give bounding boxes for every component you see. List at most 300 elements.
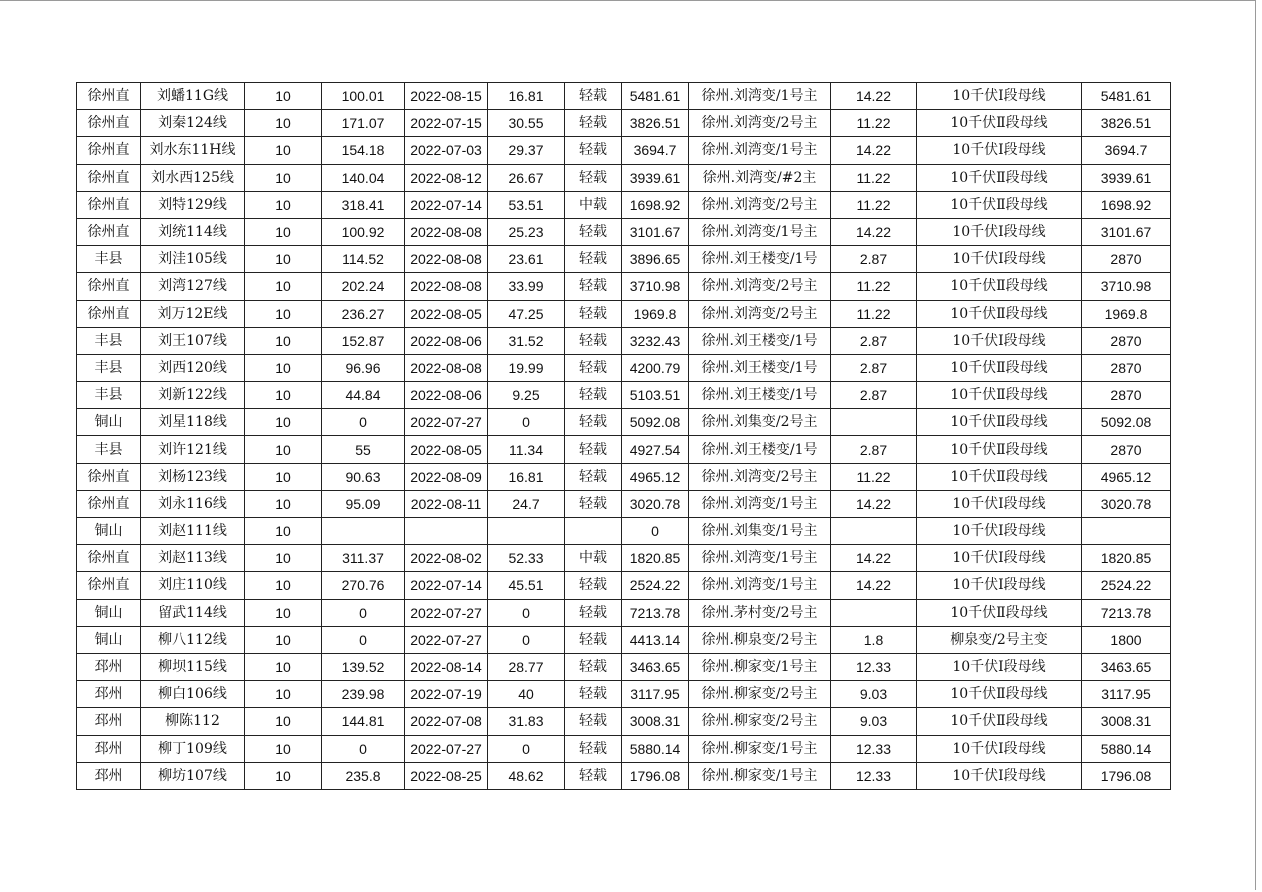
cell-date: 2022-08-05	[405, 300, 488, 327]
cell-status: 轻载	[565, 708, 622, 735]
cell-voltage: 10	[245, 273, 322, 300]
cell-bus_capacity: 3008.31	[1082, 708, 1171, 735]
table-row	[77, 518, 1171, 545]
cell-bus_capacity: 1820.85	[1082, 545, 1171, 572]
cell-status: 轻载	[565, 246, 622, 273]
table-row	[77, 599, 1171, 626]
cell-load_rate: 40	[488, 681, 565, 708]
cell-region: 铜山	[77, 599, 141, 626]
cell-trans_capacity: 14.22	[831, 572, 917, 599]
cell-load_rate: 31.83	[488, 708, 565, 735]
cell-line: 柳陈112	[141, 708, 245, 735]
cell-region: 徐州直	[77, 137, 141, 164]
cell-substation: 徐州.刘湾变/1号主	[689, 545, 831, 572]
table-row	[77, 191, 1171, 218]
cell-status: 轻载	[565, 572, 622, 599]
cell-bus_capacity: 3826.51	[1082, 110, 1171, 137]
table-row	[77, 545, 1171, 572]
cell-max_load: 0	[322, 599, 405, 626]
cell-status: 轻载	[565, 599, 622, 626]
cell-bus_capacity: 2870	[1082, 382, 1171, 409]
cell-substation: 徐州.茅村变/2号主	[689, 599, 831, 626]
cell-bus: 10千伏Ⅰ段母线	[917, 735, 1082, 762]
cell-max_load: 55	[322, 436, 405, 463]
cell-bus_capacity: 7213.78	[1082, 599, 1171, 626]
cell-load_rate: 28.77	[488, 653, 565, 680]
cell-region: 铜山	[77, 626, 141, 653]
table-row	[77, 83, 1171, 110]
cell-bus: 10千伏Ⅱ段母线	[917, 191, 1082, 218]
cell-date: 2022-07-27	[405, 626, 488, 653]
cell-bus: 10千伏Ⅰ段母线	[917, 653, 1082, 680]
cell-capacity: 3694.7	[622, 137, 689, 164]
cell-substation: 徐州.刘王楼变/1号	[689, 327, 831, 354]
cell-voltage: 10	[245, 354, 322, 381]
cell-date: 2022-07-08	[405, 708, 488, 735]
cell-region: 徐州直	[77, 164, 141, 191]
cell-date: 2022-08-05	[405, 436, 488, 463]
cell-date: 2022-08-11	[405, 490, 488, 517]
cell-capacity: 3020.78	[622, 490, 689, 517]
cell-substation: 徐州.刘集变/2号主	[689, 409, 831, 436]
cell-region: 徐州直	[77, 218, 141, 245]
cell-max_load: 318.41	[322, 191, 405, 218]
cell-capacity: 3939.61	[622, 164, 689, 191]
cell-bus: 10千伏Ⅱ段母线	[917, 354, 1082, 381]
cell-bus: 10千伏Ⅰ段母线	[917, 545, 1082, 572]
cell-voltage: 10	[245, 762, 322, 789]
cell-capacity: 3232.43	[622, 327, 689, 354]
cell-bus: 10千伏Ⅰ段母线	[917, 246, 1082, 273]
cell-bus_capacity: 1796.08	[1082, 762, 1171, 789]
table-row	[77, 708, 1171, 735]
cell-capacity: 7213.78	[622, 599, 689, 626]
cell-status: 轻载	[565, 626, 622, 653]
cell-date: 2022-07-27	[405, 735, 488, 762]
cell-bus_capacity: 4965.12	[1082, 463, 1171, 490]
cell-max_load: 235.8	[322, 762, 405, 789]
cell-max_load: 0	[322, 626, 405, 653]
cell-status: 轻载	[565, 436, 622, 463]
table-row	[77, 653, 1171, 680]
cell-max_load: 90.63	[322, 463, 405, 490]
cell-capacity: 3463.65	[622, 653, 689, 680]
cell-date: 2022-07-03	[405, 137, 488, 164]
cell-voltage: 10	[245, 83, 322, 110]
cell-load_rate: 0	[488, 626, 565, 653]
cell-max_load: 144.81	[322, 708, 405, 735]
cell-trans_capacity: 11.22	[831, 191, 917, 218]
cell-status: 轻载	[565, 653, 622, 680]
cell-bus_capacity: 1969.8	[1082, 300, 1171, 327]
table-row	[77, 300, 1171, 327]
cell-load_rate: 0	[488, 599, 565, 626]
cell-region: 丰县	[77, 246, 141, 273]
cell-substation: 徐州.刘湾变/1号主	[689, 137, 831, 164]
cell-substation: 徐州.刘湾变/2号主	[689, 300, 831, 327]
cell-region: 徐州直	[77, 463, 141, 490]
cell-bus_capacity	[1082, 518, 1171, 545]
cell-trans_capacity: 1.8	[831, 626, 917, 653]
cell-line: 刘赵111线	[141, 518, 245, 545]
cell-bus: 10千伏Ⅰ段母线	[917, 572, 1082, 599]
cell-region: 邳州	[77, 681, 141, 708]
table-row	[77, 327, 1171, 354]
cell-bus: 10千伏Ⅱ段母线	[917, 409, 1082, 436]
cell-region: 邳州	[77, 762, 141, 789]
cell-region: 徐州直	[77, 191, 141, 218]
cell-line: 刘王107线	[141, 327, 245, 354]
cell-bus_capacity: 3939.61	[1082, 164, 1171, 191]
table-row	[77, 382, 1171, 409]
cell-date: 2022-07-27	[405, 599, 488, 626]
cell-load_rate: 31.52	[488, 327, 565, 354]
cell-line: 刘洼105线	[141, 246, 245, 273]
cell-status: 轻载	[565, 735, 622, 762]
cell-max_load: 154.18	[322, 137, 405, 164]
cell-substation: 徐州.刘湾变/1号主	[689, 572, 831, 599]
cell-bus: 10千伏Ⅱ段母线	[917, 382, 1082, 409]
table-row	[77, 762, 1171, 789]
cell-load_rate: 26.67	[488, 164, 565, 191]
cell-max_load: 114.52	[322, 246, 405, 273]
cell-trans_capacity: 11.22	[831, 273, 917, 300]
cell-capacity: 5481.61	[622, 83, 689, 110]
cell-substation: 徐州.刘湾变/2号主	[689, 110, 831, 137]
cell-trans_capacity: 2.87	[831, 327, 917, 354]
cell-status: 轻载	[565, 490, 622, 517]
cell-date: 2022-08-14	[405, 653, 488, 680]
cell-date	[405, 518, 488, 545]
cell-line: 刘水西125线	[141, 164, 245, 191]
table-row	[77, 436, 1171, 463]
cell-capacity: 2524.22	[622, 572, 689, 599]
cell-load_rate: 11.34	[488, 436, 565, 463]
cell-region: 徐州直	[77, 110, 141, 137]
cell-line: 刘西120线	[141, 354, 245, 381]
cell-region: 铜山	[77, 409, 141, 436]
cell-max_load: 100.01	[322, 83, 405, 110]
cell-line: 刘新122线	[141, 382, 245, 409]
cell-load_rate: 23.61	[488, 246, 565, 273]
cell-bus: 柳泉变/2号主变	[917, 626, 1082, 653]
table-row	[77, 354, 1171, 381]
cell-substation: 徐州.刘王楼变/1号	[689, 354, 831, 381]
cell-bus: 10千伏Ⅰ段母线	[917, 327, 1082, 354]
cell-substation: 徐州.刘湾变/1号主	[689, 83, 831, 110]
table-body	[77, 83, 1171, 790]
cell-line: 刘庄110线	[141, 572, 245, 599]
cell-trans_capacity: 2.87	[831, 382, 917, 409]
cell-line: 刘特129线	[141, 191, 245, 218]
cell-substation: 徐州.柳家变/1号主	[689, 735, 831, 762]
cell-date: 2022-08-25	[405, 762, 488, 789]
cell-date: 2022-08-08	[405, 273, 488, 300]
cell-capacity: 4965.12	[622, 463, 689, 490]
cell-bus_capacity: 3117.95	[1082, 681, 1171, 708]
cell-substation: 徐州.柳家变/1号主	[689, 762, 831, 789]
cell-status: 轻载	[565, 110, 622, 137]
cell-status: 轻载	[565, 83, 622, 110]
cell-max_load: 44.84	[322, 382, 405, 409]
cell-voltage: 10	[245, 327, 322, 354]
cell-trans_capacity: 9.03	[831, 681, 917, 708]
cell-bus: 10千伏Ⅱ段母线	[917, 436, 1082, 463]
cell-status: 轻载	[565, 327, 622, 354]
cell-load_rate: 30.55	[488, 110, 565, 137]
cell-date: 2022-08-06	[405, 327, 488, 354]
cell-max_load: 311.37	[322, 545, 405, 572]
cell-bus_capacity: 2524.22	[1082, 572, 1171, 599]
cell-date: 2022-07-27	[405, 409, 488, 436]
cell-trans_capacity: 14.22	[831, 83, 917, 110]
cell-line: 刘水东11H线	[141, 137, 245, 164]
cell-status: 轻载	[565, 354, 622, 381]
cell-capacity: 4200.79	[622, 354, 689, 381]
table-row	[77, 273, 1171, 300]
cell-date: 2022-08-12	[405, 164, 488, 191]
cell-voltage: 10	[245, 518, 322, 545]
cell-max_load: 140.04	[322, 164, 405, 191]
cell-bus: 10千伏Ⅰ段母线	[917, 218, 1082, 245]
cell-capacity: 1969.8	[622, 300, 689, 327]
cell-status: 轻载	[565, 300, 622, 327]
cell-capacity: 0	[622, 518, 689, 545]
cell-region: 徐州直	[77, 83, 141, 110]
cell-trans_capacity: 9.03	[831, 708, 917, 735]
cell-status: 轻载	[565, 273, 622, 300]
cell-max_load: 152.87	[322, 327, 405, 354]
cell-bus_capacity: 2870	[1082, 327, 1171, 354]
cell-trans_capacity	[831, 599, 917, 626]
cell-bus: 10千伏Ⅰ段母线	[917, 762, 1082, 789]
cell-voltage: 10	[245, 191, 322, 218]
cell-load_rate: 25.23	[488, 218, 565, 245]
cell-trans_capacity: 14.22	[831, 490, 917, 517]
cell-voltage: 10	[245, 164, 322, 191]
cell-load_rate	[488, 518, 565, 545]
cell-substation: 徐州.柳家变/2号主	[689, 681, 831, 708]
cell-capacity: 3826.51	[622, 110, 689, 137]
cell-voltage: 10	[245, 735, 322, 762]
cell-capacity: 1820.85	[622, 545, 689, 572]
cell-substation: 徐州.刘湾变/2号主	[689, 273, 831, 300]
cell-date: 2022-08-06	[405, 382, 488, 409]
cell-bus_capacity: 3020.78	[1082, 490, 1171, 517]
cell-date: 2022-08-08	[405, 354, 488, 381]
cell-substation: 徐州.刘湾变/2号主	[689, 191, 831, 218]
cell-capacity: 3101.67	[622, 218, 689, 245]
cell-line: 刘万12E线	[141, 300, 245, 327]
cell-line: 刘许121线	[141, 436, 245, 463]
cell-bus_capacity: 2870	[1082, 436, 1171, 463]
cell-trans_capacity: 12.33	[831, 762, 917, 789]
cell-substation: 徐州.柳家变/2号主	[689, 708, 831, 735]
cell-voltage: 10	[245, 110, 322, 137]
cell-bus: 10千伏Ⅰ段母线	[917, 83, 1082, 110]
cell-bus_capacity: 5481.61	[1082, 83, 1171, 110]
cell-region: 丰县	[77, 354, 141, 381]
cell-max_load: 171.07	[322, 110, 405, 137]
cell-max_load: 270.76	[322, 572, 405, 599]
cell-max_load: 100.92	[322, 218, 405, 245]
cell-voltage: 10	[245, 246, 322, 273]
cell-trans_capacity: 2.87	[831, 436, 917, 463]
cell-voltage: 10	[245, 626, 322, 653]
cell-max_load: 239.98	[322, 681, 405, 708]
cell-date: 2022-07-14	[405, 572, 488, 599]
cell-max_load: 95.09	[322, 490, 405, 517]
table-row	[77, 137, 1171, 164]
cell-bus_capacity: 3463.65	[1082, 653, 1171, 680]
cell-voltage: 10	[245, 137, 322, 164]
cell-trans_capacity	[831, 409, 917, 436]
cell-capacity: 4413.14	[622, 626, 689, 653]
table-row	[77, 463, 1171, 490]
cell-trans_capacity	[831, 518, 917, 545]
cell-bus_capacity: 5880.14	[1082, 735, 1171, 762]
cell-voltage: 10	[245, 708, 322, 735]
cell-substation: 徐州.刘王楼变/1号	[689, 382, 831, 409]
cell-line: 柳丁109线	[141, 735, 245, 762]
cell-status: 轻载	[565, 137, 622, 164]
cell-capacity: 1796.08	[622, 762, 689, 789]
cell-capacity: 3008.31	[622, 708, 689, 735]
cell-voltage: 10	[245, 463, 322, 490]
cell-voltage: 10	[245, 653, 322, 680]
cell-load_rate: 16.81	[488, 83, 565, 110]
cell-max_load	[322, 518, 405, 545]
cell-region: 徐州直	[77, 545, 141, 572]
cell-region: 徐州直	[77, 572, 141, 599]
cell-max_load: 96.96	[322, 354, 405, 381]
cell-substation: 徐州.柳家变/1号主	[689, 653, 831, 680]
cell-region: 丰县	[77, 436, 141, 463]
cell-line: 留武114线	[141, 599, 245, 626]
cell-trans_capacity: 12.33	[831, 653, 917, 680]
cell-bus: 10千伏Ⅱ段母线	[917, 599, 1082, 626]
cell-line: 刘赵113线	[141, 545, 245, 572]
cell-substation: 徐州.刘王楼变/1号	[689, 246, 831, 273]
cell-status: 中载	[565, 191, 622, 218]
cell-load_rate: 52.33	[488, 545, 565, 572]
table-row	[77, 572, 1171, 599]
cell-voltage: 10	[245, 599, 322, 626]
table-row	[77, 409, 1171, 436]
cell-bus: 10千伏Ⅱ段母线	[917, 708, 1082, 735]
cell-voltage: 10	[245, 681, 322, 708]
cell-load_rate: 0	[488, 409, 565, 436]
cell-trans_capacity: 2.87	[831, 246, 917, 273]
cell-voltage: 10	[245, 382, 322, 409]
cell-region: 邳州	[77, 735, 141, 762]
cell-status	[565, 518, 622, 545]
table-row	[77, 110, 1171, 137]
cell-substation: 徐州.刘王楼变/1号	[689, 436, 831, 463]
cell-line: 柳坊107线	[141, 762, 245, 789]
cell-capacity: 3896.65	[622, 246, 689, 273]
cell-bus: 10千伏Ⅱ段母线	[917, 300, 1082, 327]
cell-load_rate: 19.99	[488, 354, 565, 381]
table-row	[77, 164, 1171, 191]
cell-date: 2022-07-14	[405, 191, 488, 218]
cell-line: 刘湾127线	[141, 273, 245, 300]
cell-trans_capacity: 14.22	[831, 545, 917, 572]
cell-substation: 徐州.柳泉变/2号主	[689, 626, 831, 653]
cell-bus: 10千伏Ⅱ段母线	[917, 110, 1082, 137]
cell-bus_capacity: 1800	[1082, 626, 1171, 653]
table-row	[77, 490, 1171, 517]
cell-line: 刘统114线	[141, 218, 245, 245]
table-row	[77, 735, 1171, 762]
cell-capacity: 5880.14	[622, 735, 689, 762]
cell-load_rate: 29.37	[488, 137, 565, 164]
cell-bus_capacity: 3694.7	[1082, 137, 1171, 164]
cell-date: 2022-07-15	[405, 110, 488, 137]
cell-line: 刘杨123线	[141, 463, 245, 490]
cell-status: 轻载	[565, 218, 622, 245]
cell-status: 轻载	[565, 681, 622, 708]
cell-capacity: 3117.95	[622, 681, 689, 708]
cell-load_rate: 9.25	[488, 382, 565, 409]
cell-date: 2022-08-15	[405, 83, 488, 110]
cell-bus: 10千伏Ⅱ段母线	[917, 273, 1082, 300]
cell-voltage: 10	[245, 490, 322, 517]
cell-capacity: 5092.08	[622, 409, 689, 436]
cell-region: 徐州直	[77, 300, 141, 327]
cell-substation: 徐州.刘湾变/1号主	[689, 490, 831, 517]
cell-bus: 10千伏Ⅱ段母线	[917, 164, 1082, 191]
cell-load_rate: 48.62	[488, 762, 565, 789]
cell-bus: 10千伏Ⅰ段母线	[917, 490, 1082, 517]
cell-substation: 徐州.刘集变/1号主	[689, 518, 831, 545]
cell-substation: 徐州.刘湾变/#2主	[689, 164, 831, 191]
cell-line: 刘星118线	[141, 409, 245, 436]
cell-date: 2022-08-02	[405, 545, 488, 572]
cell-status: 轻载	[565, 382, 622, 409]
cell-bus: 10千伏Ⅱ段母线	[917, 463, 1082, 490]
cell-status: 轻载	[565, 164, 622, 191]
cell-substation: 徐州.刘湾变/2号主	[689, 463, 831, 490]
cell-bus: 10千伏Ⅱ段母线	[917, 681, 1082, 708]
cell-max_load: 139.52	[322, 653, 405, 680]
cell-region: 徐州直	[77, 273, 141, 300]
cell-capacity: 5103.51	[622, 382, 689, 409]
cell-region: 丰县	[77, 382, 141, 409]
cell-line: 柳白106线	[141, 681, 245, 708]
cell-trans_capacity: 11.22	[831, 110, 917, 137]
cell-capacity: 4927.54	[622, 436, 689, 463]
cell-line: 柳八112线	[141, 626, 245, 653]
data-table	[76, 82, 1171, 790]
cell-status: 轻载	[565, 409, 622, 436]
cell-trans_capacity: 11.22	[831, 164, 917, 191]
table-row	[77, 681, 1171, 708]
cell-trans_capacity: 2.87	[831, 354, 917, 381]
cell-date: 2022-08-08	[405, 218, 488, 245]
cell-load_rate: 16.81	[488, 463, 565, 490]
cell-date: 2022-08-08	[405, 246, 488, 273]
cell-voltage: 10	[245, 436, 322, 463]
cell-voltage: 10	[245, 409, 322, 436]
cell-region: 丰县	[77, 327, 141, 354]
table-row	[77, 218, 1171, 245]
cell-bus_capacity: 3710.98	[1082, 273, 1171, 300]
cell-max_load: 0	[322, 409, 405, 436]
cell-region: 铜山	[77, 518, 141, 545]
cell-voltage: 10	[245, 545, 322, 572]
cell-line: 刘永116线	[141, 490, 245, 517]
